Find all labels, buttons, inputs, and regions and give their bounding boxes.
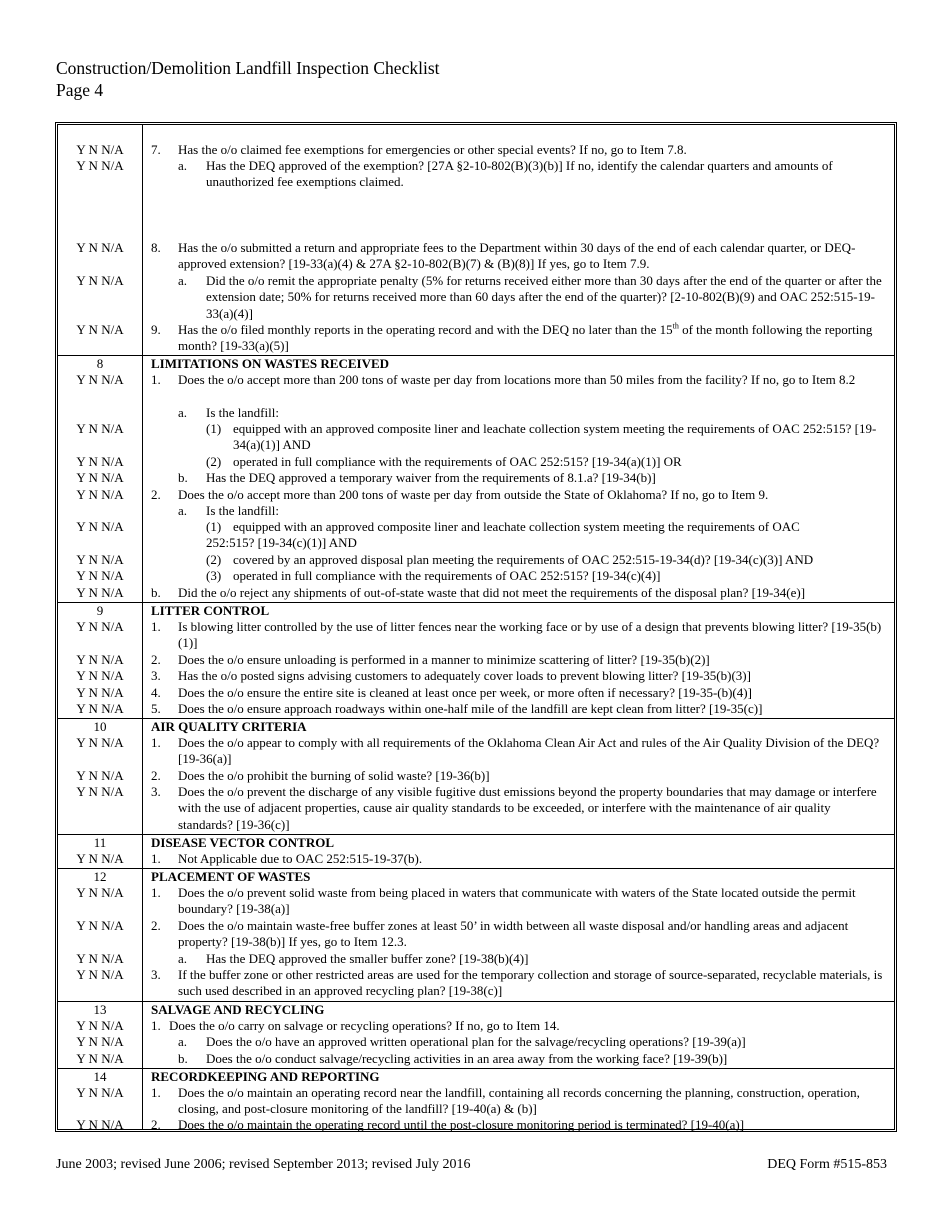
item-text: Has the DEQ approved of the exemption? [27A §2-10-802(B)(3)(b)] If no, identify the calendar quarters and amounts of unauthorized fee exemptions claimed. — [206, 158, 833, 190]
item-mark: 1. — [151, 735, 161, 750]
item-mark: 1. — [151, 885, 161, 900]
item-text: Has the o/o claimed fee exemptions for emergencies or other special events? If no, go to Item 7.8. — [178, 142, 687, 157]
yn-choice[interactable]: Y N N/A — [76, 470, 124, 485]
item-mark: (2) — [206, 454, 222, 469]
item-mark: a. — [178, 1034, 188, 1049]
item-text: equipped with an approved composite liner and leachate collection system meeting the requirements of OAC 252:515? [19-34(a)(1)] AND — [233, 421, 877, 453]
column-divider — [142, 125, 143, 1129]
yn-choice[interactable]: Y N N/A — [76, 519, 124, 534]
form-number: DEQ Form #515-853 — [767, 1157, 887, 1172]
item-text: Did the o/o remit the appropriate penalty (5% for returns received either more than 30 days after the end of the quarter or after the extension date; 50% for returns received more than 60 days after the end of the quarter)? [2-10-802(B)(9) and OAC 252:515-19-33(a)(4)] — [206, 273, 882, 321]
item-text: Has the o/o submitted a return and appropriate fees to the Department within 30 days of the end of each calendar quarter, or DEQ-approved extension? [19-33(a)(4) & 27A §2-10-802(B)(7) & (B)(8)] If yes, go to Item 7.9. — [178, 240, 856, 272]
item-text: Is blowing litter controlled by the use of litter fences near the working face or by use of a design that prevents blowing litter? [19-35(b)(1)] — [178, 619, 882, 651]
item-mark: 1. — [151, 619, 161, 634]
item-text: covered by an approved disposal plan meeting the requirements of OAC 252:515-19-34(d)? [19-34(c)(3)] AND — [233, 552, 814, 567]
yn-choice[interactable]: Y N N/A — [76, 322, 124, 337]
item-text: operated in full compliance with the requirements of OAC 252:515? [19-34(c)(4)] — [233, 568, 661, 583]
section-number: 13 — [93, 1002, 107, 1017]
yn-choice[interactable]: Y N N/A — [76, 240, 124, 255]
yn-choice[interactable]: Y N N/A — [76, 619, 124, 634]
yn-choice[interactable]: Y N N/A — [76, 701, 124, 716]
item-text: Does the o/o appear to comply with all requirements of the Oklahoma Clean Air Act and rules of the Air Quality Division of the DEQ? [19-36(a)] — [178, 735, 880, 767]
item-mark: 2. — [151, 768, 161, 783]
yn-choice[interactable]: Y N N/A — [76, 1085, 124, 1100]
item-text: Does the o/o carry on salvage or recycling operations? If no, go to Item 14. — [169, 1018, 560, 1033]
item-mark: 3. — [151, 784, 161, 799]
yn-choice[interactable]: Y N N/A — [76, 918, 124, 933]
item-text: Does the o/o ensure the entire site is cleaned at least once per week, or more often if necessary? [19-35-(b)(4)] — [178, 685, 752, 700]
yn-choice[interactable]: Y N N/A — [76, 585, 124, 600]
item-mark: a. — [178, 273, 188, 288]
item-mark: (2) — [206, 552, 222, 567]
item-mark: a. — [178, 951, 188, 966]
item-mark: 3. — [151, 668, 161, 683]
yn-choice[interactable]: Y N N/A — [76, 652, 124, 667]
yn-choice[interactable]: Y N N/A — [76, 735, 124, 750]
item-text: Does the o/o prohibit the burning of solid waste? [19-36(b)] — [178, 768, 490, 783]
item-text: Did the o/o reject any shipments of out-of-state waste that did not meet the requirements of the disposal plan? [19-34(e)] — [178, 585, 806, 600]
document-title: Construction/Demolition Landfill Inspection Checklist — [56, 58, 440, 78]
item-text: Does the o/o maintain the operating record until the post-closure monitoring period is terminated? [19-40(a)] — [178, 1117, 745, 1132]
item-text: Is the landfill: — [206, 405, 279, 420]
section-number: 9 — [96, 603, 104, 618]
section-title: LIMITATIONS ON WASTES RECEIVED — [151, 356, 390, 371]
item-text: If the buffer zone or other restricted areas are used for the temporary collection and storage of source-separated, recyclable materials, is such used described in an approved recycling plan? [19-38(c)] — [178, 967, 883, 999]
item-text: 252:515? [19-34(c)(1)] AND — [206, 535, 357, 550]
yn-choice[interactable]: Y N N/A — [76, 685, 124, 700]
yn-choice[interactable]: Y N N/A — [76, 158, 124, 173]
section-title: SALVAGE AND RECYCLING — [151, 1002, 325, 1017]
item-text: equipped with an approved composite liner and leachate collection system meeting the requirements of OAC — [233, 519, 800, 534]
item-mark: 7. — [151, 142, 161, 157]
item-mark: (1) — [206, 519, 222, 534]
item-mark: 2. — [151, 487, 161, 502]
yn-choice[interactable]: Y N N/A — [76, 568, 124, 583]
item-mark: 4. — [151, 685, 161, 700]
item-text: Has the o/o filed monthly reports in the operating record and with the DEQ no later than the 15th of the month following the reporting month? [19-33(a)(5)] — [178, 321, 873, 354]
section-number: 14 — [93, 1069, 107, 1084]
yn-choice[interactable]: Y N N/A — [76, 487, 124, 502]
item-mark: 2. — [151, 652, 161, 667]
item-mark: 8. — [151, 240, 161, 255]
yn-choice[interactable]: Y N N/A — [76, 668, 124, 683]
section-number: 11 — [93, 835, 107, 850]
item-text: Does the o/o ensure approach roadways within one-half mile of the landfill are kept clean from litter? [19-35(c)] — [178, 701, 763, 716]
item-text: Not Applicable due to OAC 252:515-19-37(b). — [178, 851, 423, 866]
item-text: Does the o/o prevent solid waste from being placed in waters that communicate with waters of the State located outside the permit boundary? [19-38(a)] — [178, 885, 856, 917]
page-header — [56, 57, 440, 101]
page-number: Page 4 — [56, 80, 104, 100]
item-mark: 9. — [151, 322, 161, 337]
section-number: 12 — [93, 869, 107, 884]
revision-footer: June 2003; revised June 2006; revised September 2013; revised July 2016 — [56, 1157, 471, 1172]
item-text: Is the landfill: — [206, 503, 279, 518]
yn-choice[interactable]: Y N N/A — [76, 372, 124, 387]
section-title: PLACEMENT OF WASTES — [151, 869, 311, 884]
item-mark: 1. — [151, 1085, 161, 1100]
section-title: RECORDKEEPING AND REPORTING — [151, 1069, 380, 1084]
item-text: Does the o/o ensure unloading is performed in a manner to minimize scattering of litter? [19-35(b)(2)] — [178, 652, 710, 667]
item-mark: 3. — [151, 967, 161, 982]
item-mark: (3) — [206, 568, 222, 583]
item-mark: b. — [178, 1051, 188, 1066]
section-number: 8 — [96, 356, 104, 371]
yn-choice[interactable]: Y N N/A — [76, 851, 124, 866]
item-text: Does the o/o have an approved written operational plan for the salvage/recycling operations? [19-39(a)] — [206, 1034, 746, 1049]
section-number: 10 — [93, 719, 107, 734]
yn-choice[interactable]: Y N N/A — [76, 951, 124, 966]
item-text: Has the o/o posted signs advising customers to adequately cover loads to prevent blowing litter? [19-35(b)(3)] — [178, 668, 751, 683]
item-text: Does the o/o accept more than 200 tons of waste per day from locations more than 50 miles from the facility? If no, go to Item 8.2 — [178, 372, 856, 387]
item-text: Does the o/o prevent the discharge of any visible fugitive dust emissions beyond the property boundaries that may damage or interfere with the use of adjacent properties, cause air quality standards to be exceeded, or interfere with the maintenance of air quality standards? [19-36(c)] — [178, 784, 877, 832]
section-title: DISEASE VECTOR CONTROL — [151, 835, 335, 850]
section-title: LITTER CONTROL — [151, 603, 270, 618]
yn-choice[interactable]: Y N N/A — [76, 784, 124, 799]
item-mark: a. — [178, 503, 188, 518]
item-mark: b. — [178, 470, 188, 485]
yn-choice[interactable]: Y N N/A — [76, 421, 124, 436]
yn-choice[interactable]: Y N N/A — [76, 1051, 124, 1066]
item-text: Has the DEQ approved the smaller buffer zone? [19-38(b)(4)] — [206, 951, 529, 966]
item-text: operated in full compliance with the requirements of OAC 252:515? [19-34(a)(1)] OR — [233, 454, 682, 469]
item-mark: 1. — [151, 372, 161, 387]
item-mark: 5. — [151, 701, 161, 716]
item-text: Does the o/o conduct salvage/recycling activities in an area away from the working face? [19-39(b)] — [206, 1051, 728, 1066]
item-mark: 1. — [151, 851, 161, 866]
yn-choice[interactable]: Y N N/A — [76, 454, 124, 469]
item-text: Does the o/o accept more than 200 tons of waste per day from outside the State of Oklahoma? If no, go to Item 9. — [178, 487, 769, 502]
item-mark: (1) — [206, 421, 222, 436]
yn-choice[interactable]: Y N N/A — [76, 768, 124, 783]
item-mark: a. — [178, 158, 188, 173]
yn-choice[interactable]: Y N N/A — [76, 1018, 124, 1033]
yn-choice[interactable]: Y N N/A — [76, 885, 124, 900]
item-mark: 2. — [151, 918, 161, 933]
item-mark: 2. — [151, 1117, 161, 1132]
item-mark: b. — [151, 585, 161, 600]
item-text: Has the DEQ approved a temporary waiver from the requirements of 8.1.a? [19-34(b)] — [206, 470, 656, 485]
section-title: AIR QUALITY CRITERIA — [151, 719, 307, 734]
yn-choice[interactable]: Y N N/A — [76, 967, 124, 982]
yn-choice[interactable]: Y N N/A — [76, 273, 124, 288]
item-text: Does the o/o maintain an operating record near the landfill, containing all records concerning the planning, construction, operation, closing, and post-closure monitoring of the landfill? [19-40(a) & (b)] — [178, 1085, 860, 1117]
item-mark: a. — [178, 405, 188, 420]
yn-choice[interactable]: Y N N/A — [76, 1034, 124, 1049]
yn-choice[interactable]: Y N N/A — [76, 552, 124, 567]
checklist-table — [55, 122, 897, 1132]
item-text: Does the o/o maintain waste-free buffer zones at least 50’ in width between all waste disposal and/or handling areas and adjacent property? [19-38(b)] If yes, go to Item 12.3. — [178, 918, 849, 950]
yn-choice[interactable]: Y N N/A — [76, 142, 124, 157]
item-mark: 1. — [151, 1018, 161, 1033]
yn-choice[interactable]: Y N N/A — [76, 1117, 124, 1132]
